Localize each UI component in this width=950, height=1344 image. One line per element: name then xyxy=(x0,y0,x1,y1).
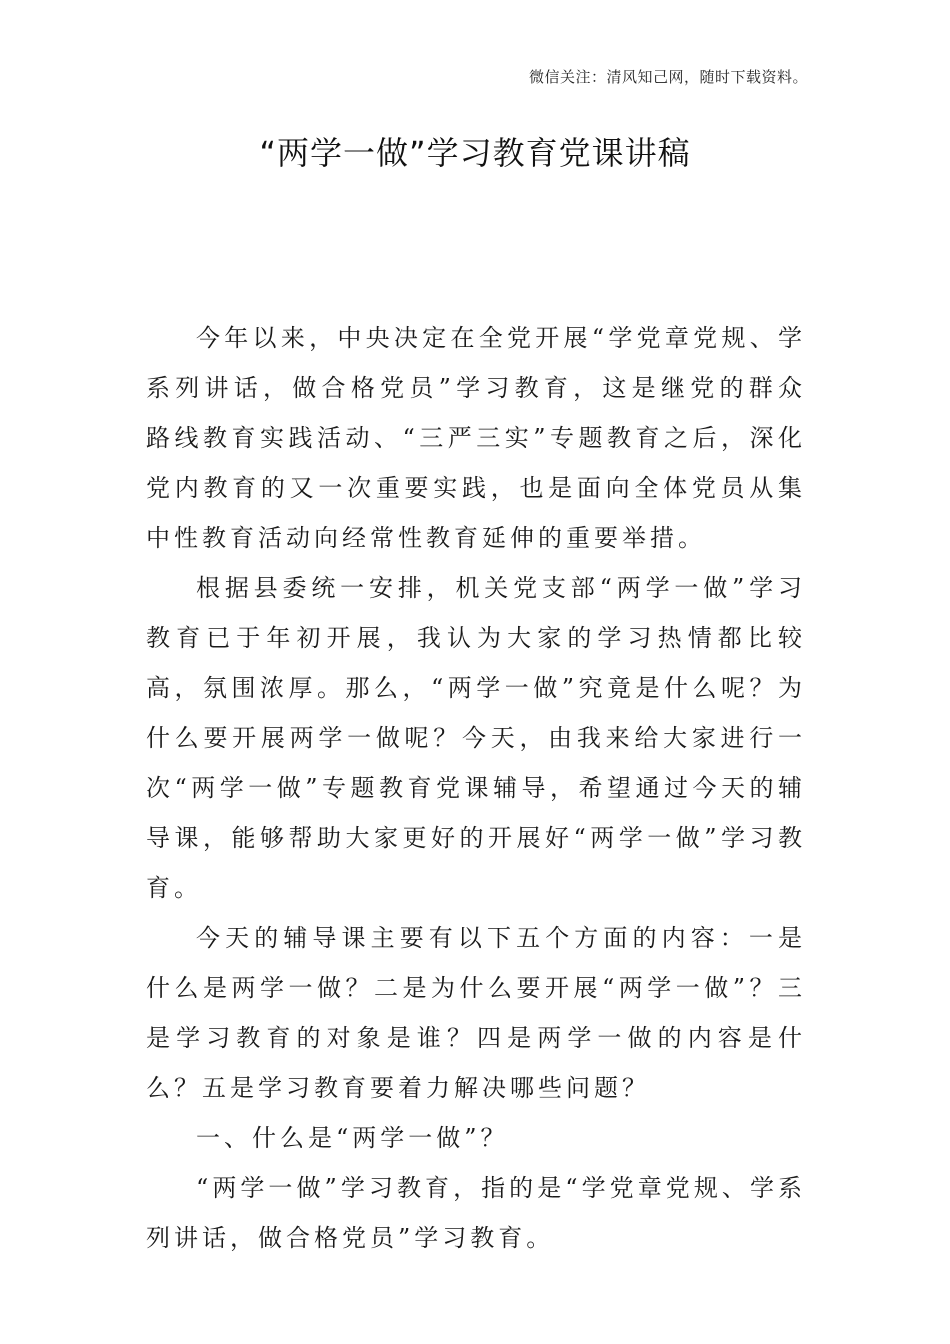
document-body xyxy=(146,313,806,1263)
section-heading-1: 一、什么是“两学一做”？ xyxy=(196,1124,509,1152)
paragraph-definition: “两学一做”学习教育，指的是“学党章党规、学系列讲话，做合格党员”学习教育。 xyxy=(146,1174,806,1252)
paragraph-outline: 今天的辅导课主要有以下五个方面的内容：一是什么是两学一做？二是为什么要开展“两学一做”？三是学习教育的对象是谁？四是两学一做的内容是什么？五是学习教育要着力解决哪些问题？ xyxy=(146,924,806,1102)
document-title: “两学一做”学习教育党课讲稿 xyxy=(259,134,691,172)
paragraph-intro: 今年以来，中央决定在全党开展“学党章党规、学系列讲话，做合格党员”学习教育，这是继党的群众路线教育实践活动、“三严三实”专题教育之后，深化党内教育的又一次重要实践，也是面向全体党员从集中性教育活动向经常性教育延伸的重要举措。 xyxy=(146,324,806,552)
header-note: 微信关注：清风知己网，随时下载资料。 xyxy=(528,68,808,86)
paragraph-arrangement: 根据县委统一安排，机关党支部“两学一做”学习教育已于年初开展，我认为大家的学习热情都比较高，氛围浓厚。那么，“两学一做”究竟是什么呢？为什么要开展两学一做呢？今天，由我来给大家进行一次“两学一做”专题教育党课辅导，希望通过今天的辅导课，能够帮助大家更好的开展好“两学一做”学习教育。 xyxy=(146,574,806,902)
